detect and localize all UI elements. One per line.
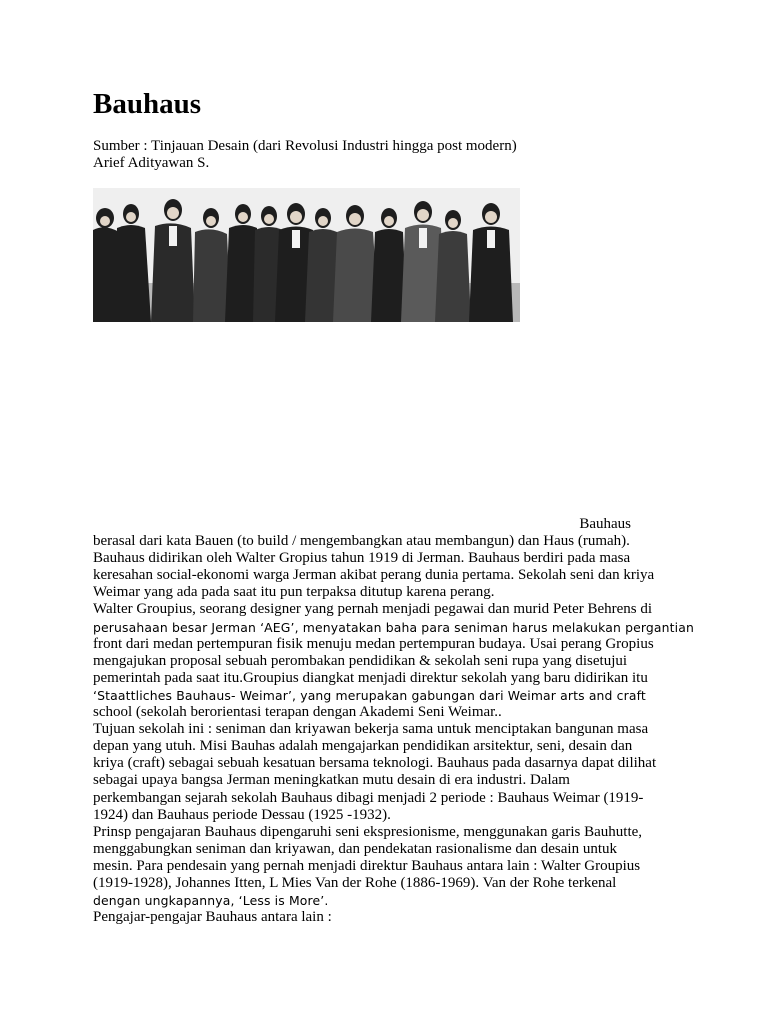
body-line: depan yang utuh. Misi Bauhas adalah mengajarkan pendidikan arsitektur, seni, desain dan [93,738,633,755]
body-line: perusahaan besar Jerman ‘AEG’, menyatakan baha para seniman harus melakukan pergantian [93,619,694,635]
body-line: Weimar yang ada pada saat itu pun terpaksa ditutup karena perang. [93,584,495,601]
source-line: Sumber : Tinjauan Desain (dari Revolusi Industri hingga post modern) [93,138,517,154]
body-line: pemerintah pada saat itu.Groupius diangkat menjadi direktur sekolah yang baru didirikan itu [93,669,648,686]
body-line: dengan ungkapannya, ‘Less is More’. [93,893,329,909]
document-title: Bauhaus [93,88,202,120]
body-line: menggabungkan seniman dan kriyawan, dan pendekatan rasionalisme dan desain untuk [93,840,618,857]
body-line: mengajukan proposal sebuah perombakan pendidikan & sekolah seni rupa yang disetujui [93,652,628,669]
lead-word: Bauhaus [579,516,631,532]
body-line: perkembangan sejarah sekolah Bauhaus dibagi menjadi 2 periode : Bauhaus Weimar (1919- [93,789,644,806]
body-line: Pengajar-pengajar Bauhaus antara lain : [93,909,332,926]
body-line: 1924) dan Bauhaus periode Dessau (1925 -1932). [93,806,391,823]
body-line: (1919-1928), Johannes Itten, L Mies Van der Rohe (1886-1969). Van der Rohe terkenal [93,874,617,891]
body-line: front dari medan pertempuran fisik menuju medan pertempuran budaya. Usai perang Gropius [93,635,654,652]
source-author-line: Arief Adityawan S. [93,155,210,171]
article-body [93,516,694,926]
body-line: kriya (craft) sebagai sebuah kesatuan bersama teknologi. Bauhaus pada dasarnya dapat dilihat [93,755,657,772]
group-photo-icon [93,188,520,322]
body-line: Walter Groupius, seorang designer yang pernah menjadi pegawai dan murid Peter Behrens di [93,601,653,618]
body-line: sebagai upaya bangsa Jerman meningkatkan mutu desain di era industri. Dalam [93,772,570,789]
body-line: ‘Staattliches Bauhaus- Weimar’, yang merupakan gabungan dari Weimar arts and craft [93,687,646,703]
body-line: Tujuan sekolah ini : seniman dan kriyawan bekerja sama untuk menciptakan bangunan masa [93,721,649,738]
body-line: mesin. Para pendesain yang pernah menjadi direktur Bauhaus antara lain : Walter Groupius [93,857,641,874]
source-citation [93,138,517,172]
body-line: berasal dari kata Bauen (to build / mengembangkan atau membangun) dan Haus (rumah). [93,533,630,550]
body-line: school (sekolah berorientasi terapan dengan Akademi Seni Weimar.. [93,704,502,721]
body-line: keresahan social-ekonomi warga Jerman akibat perang dunia pertama. Sekolah seni dan kriya [93,567,655,584]
body-line: Bauhaus didirikan oleh Walter Gropius tahun 1919 di Jerman. Bauhaus berdiri pada masa [93,550,631,567]
body-line: Prinsp pengajaran Bauhaus dipengaruhi seni ekspresionisme, menggunakan garis Bauhutte, [93,823,643,840]
